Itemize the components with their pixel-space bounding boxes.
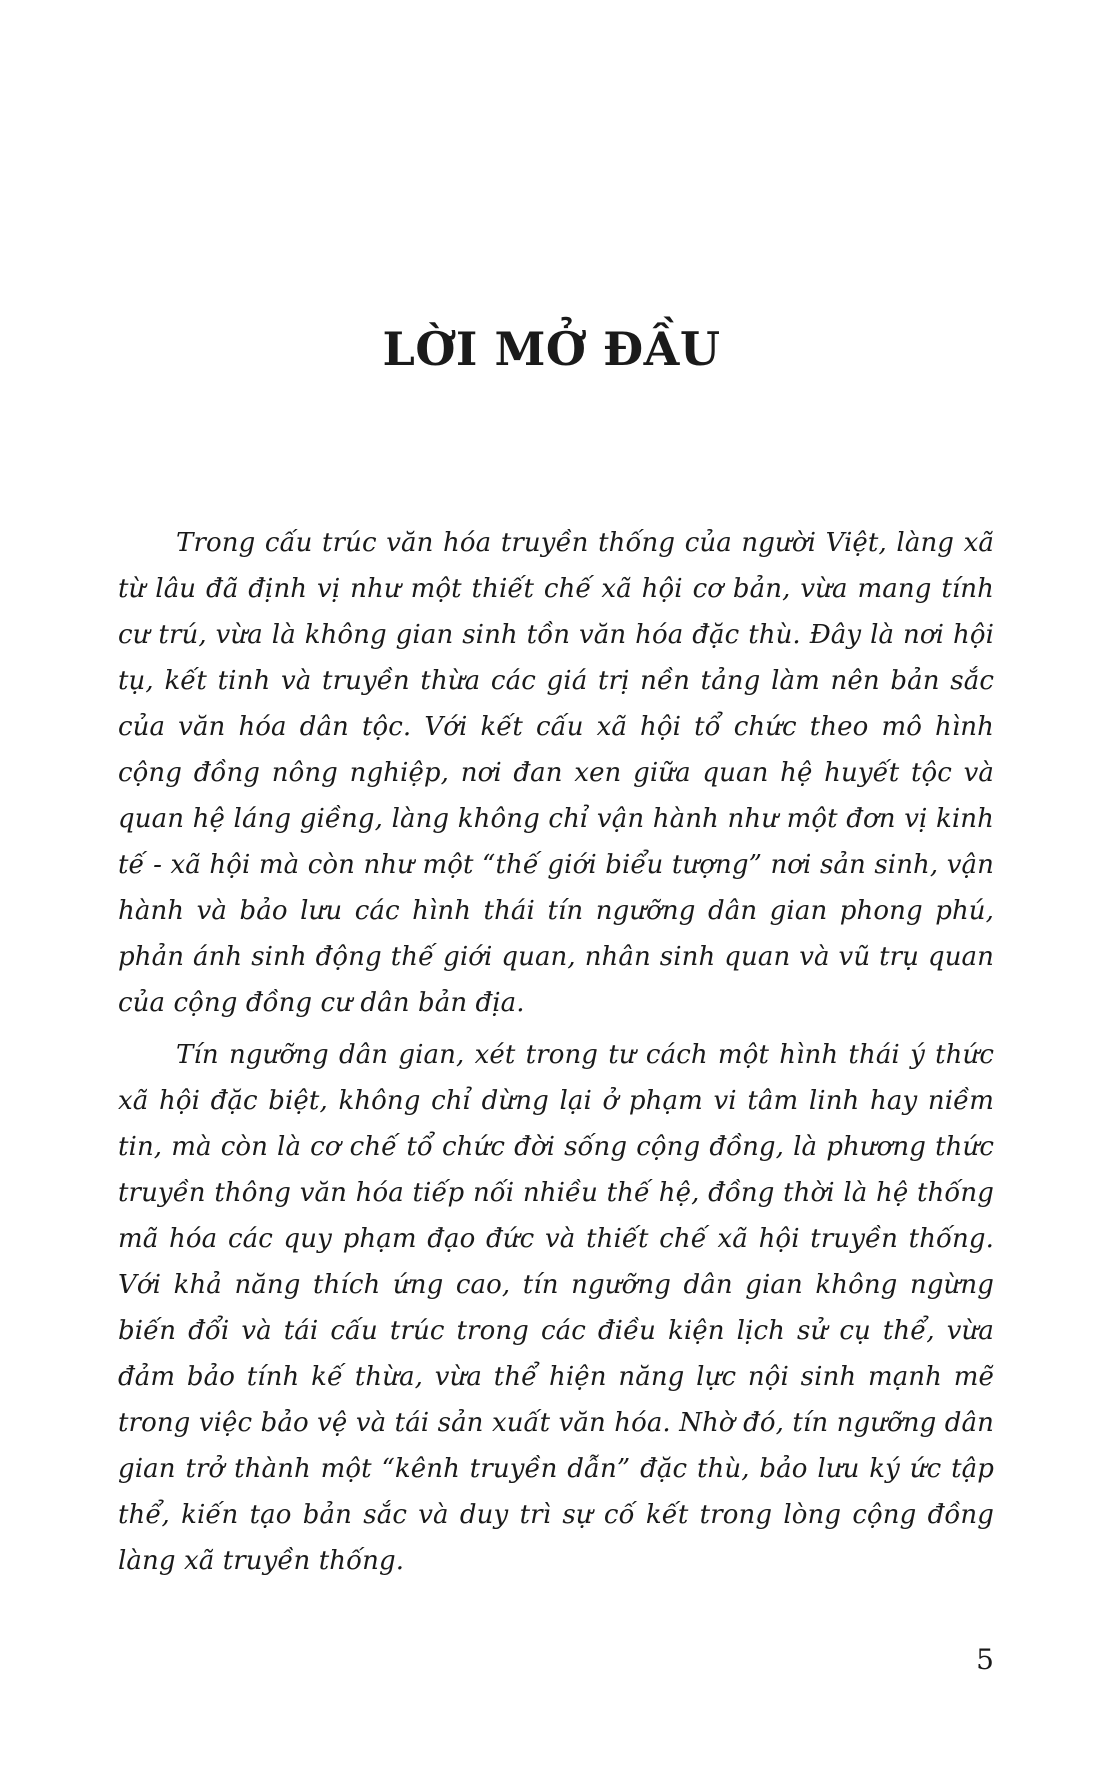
page-title: LỜI MỞ ĐẦU (382, 322, 721, 376)
paragraph-2: Tín ngưỡng dân gian, xét trong tư cách một hình thái ý thức xã hội đặc biệt, không chỉ dừng lại ở phạm vi tâm linh hay niềm tin, mà còn là cơ chế tổ chức đời sống cộng đồng, là phương thức truyền thông văn hóa tiếp nối nhiều thế hệ, đồng thời là hệ thống mã hóa các quy phạm đạo đức và thiết chế xã hội truyền thống. Với khả năng thích ứng cao, tín ngưỡng dân gian không ngừng biến đổi và tái cấu trúc trong các điều kiện lịch sử cụ thể, vừa đảm bảo tính kế thừa, vừa thể hiện năng lực nội sinh mạnh mẽ trong việc bảo vệ và tái sản xuất văn hóa. Nhờ đó, tín ngưỡng dân gian trở thành một “kênh truyền dẫn” đặc thù, bảo lưu ký ức tập thể, kiến tạo bản sắc và duy trì sự cố kết trong lòng cộng đồng làng xã truyền thống. (118, 1040, 994, 1576)
page-number: 5 (976, 1643, 994, 1676)
paragraph-1: Trong cấu trúc văn hóa truyền thống của người Việt, làng xã từ lâu đã định vị như một thiết chế xã hội cơ bản, vừa mang tính cư trú, vừa là không gian sinh tồn văn hóa đặc thù. Đây là nơi hội tụ, kết tinh và truyền thừa các giá trị nền tảng làm nên bản sắc của văn hóa dân tộc. Với kết cấu xã hội tổ chức theo mô hình cộng đồng nông nghiệp, nơi đan xen giữa quan hệ huyết tộc và quan hệ láng giềng, làng không chỉ vận hành như một đơn vị kinh tế - xã hội mà còn như một “thế giới biểu tượng” nơi sản sinh, vận hành và bảo lưu các hình thái tín ngưỡng dân gian phong phú, phản ánh sinh động thế giới quan, nhân sinh quan và vũ trụ quan của cộng đồng cư dân bản địa. (118, 528, 994, 1018)
body-text (118, 520, 994, 1590)
